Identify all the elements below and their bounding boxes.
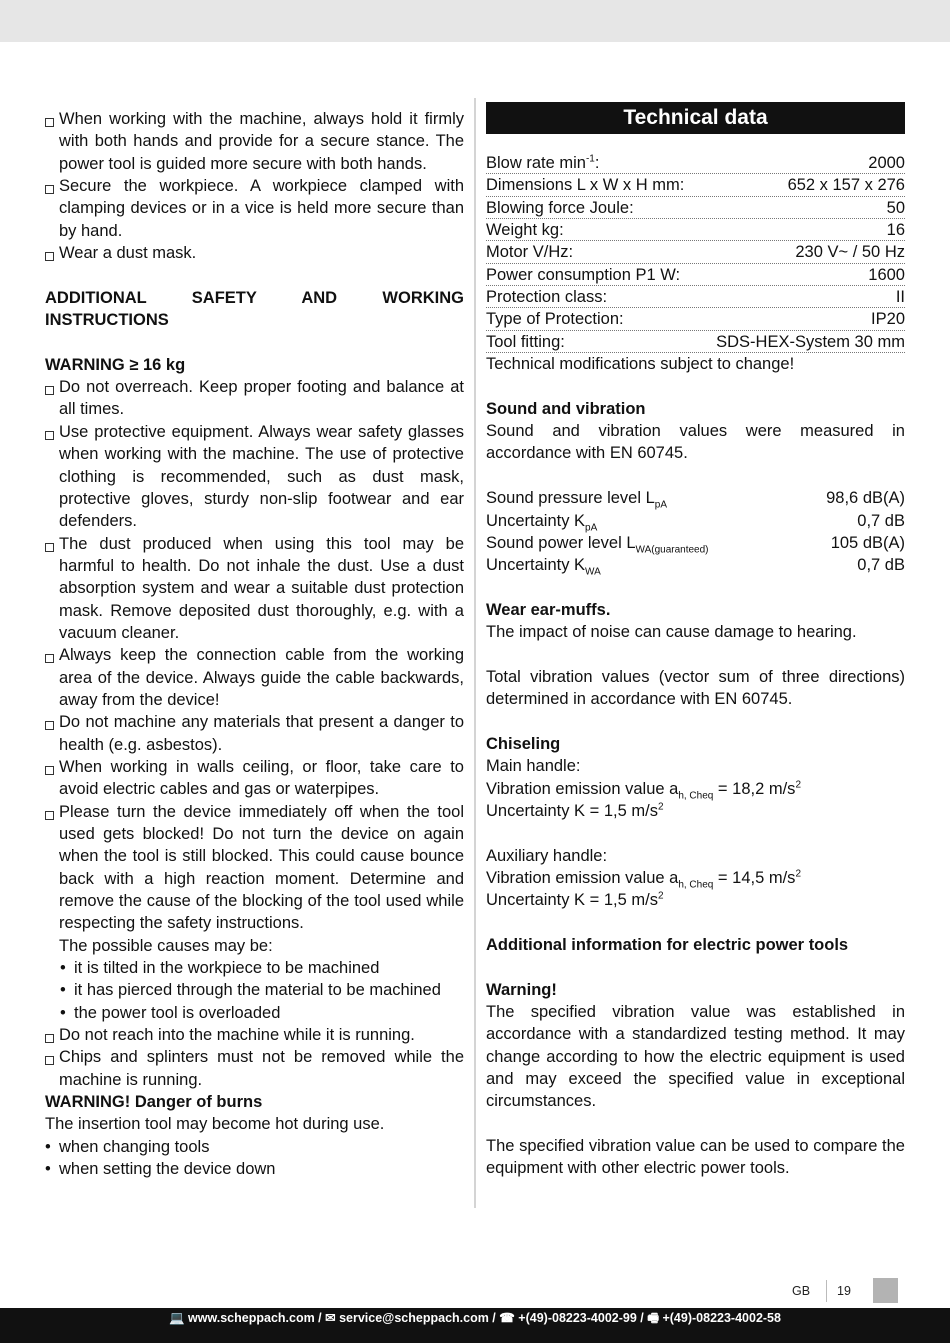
sound-value: 0,7 dB <box>857 511 905 530</box>
earmuffs-text: The impact of noise can cause damage to hearing. <box>486 623 857 642</box>
tech-row <box>486 219 905 241</box>
section-heading-warning-weight: WARNING ≥ 16 kg <box>45 355 186 374</box>
section-heading-additional-safety: ADDITIONAL SAFETY AND WORKING INSTRUCTIONS <box>45 288 464 330</box>
footer-separator <box>826 1280 827 1302</box>
warning-text: The specified vibration value was established in accordance with a standardized testing method. It may change according to how the electric equipment is used and may exceed the specified value in exceptional circumstances. <box>486 1003 905 1111</box>
sound-label: Uncertainty $K_{WA}$ <box>486 556 601 578</box>
cause-item: • it has pierced through the material to be machined <box>45 979 464 1001</box>
tech-row <box>486 197 905 219</box>
burns-item: • when changing tools <box>45 1136 464 1158</box>
sound-value: 105 dB(A) <box>830 533 905 552</box>
page-tab-marker <box>873 1278 898 1303</box>
left-column <box>45 108 464 1181</box>
tech-note: Technical modifications subject to change! <box>486 355 795 374</box>
tech-value: 652 x 157 x 276 <box>787 176 905 195</box>
list-item: Do not overreach. Keep proper footing and balance at all times. <box>45 376 464 421</box>
tech-label: Motor V/Hz: <box>486 243 574 262</box>
list-item: Use protective equipment. Always wear safety glasses when working with the machine. The use of protective clothing is recommended, such as dust mask, protective gloves, sturdy non-slip footwear and ear defenders. <box>45 421 464 533</box>
tech-value: IP20 <box>871 310 905 329</box>
right-column <box>486 102 905 1180</box>
sound-row <box>486 510 905 532</box>
aux-emission-value: Vibration emission value $a_{h, Cheq} = 14,5$ $m/s^2$ <box>486 868 801 891</box>
cause-item: • the power tool is overloaded <box>45 1002 464 1024</box>
section-heading-chiseling: Chiseling <box>486 734 561 753</box>
list-item: Always keep the connection cable from the working area of the device. Always guide the cable backwards, away from the device! <box>45 644 464 711</box>
tech-row <box>486 152 905 174</box>
sound-value: 98,6 dB(A) <box>826 489 905 508</box>
tech-label: Tool fitting: <box>486 332 565 351</box>
tech-row <box>486 174 905 196</box>
technical-data-title: Technical data <box>486 102 905 134</box>
tech-label: Blow rate $\min^{-1}$: <box>486 153 600 172</box>
section-heading-additional-info: Additional information for electric power tools <box>486 936 849 955</box>
tech-label: Dimensions L x W x H mm: <box>486 176 685 195</box>
sound-value: 0,7 dB <box>857 556 905 575</box>
main-handle-label: Main handle: <box>486 757 581 776</box>
list-item: Secure the workpiece. A workpiece clamped with clamping devices or in a vice is held more secure than by hand. <box>45 175 464 242</box>
list-item: Chips and splinters must not be removed while the machine is running. <box>45 1046 464 1091</box>
list-item: When working with the machine, always hold it firmly with both hands and provide for a secure stance. The power tool is guided more secure with both hands. <box>45 108 464 175</box>
sound-row <box>486 487 905 509</box>
tech-label: Type of Protection: <box>486 310 624 329</box>
aux-uncertainty: Uncertainty K = 1,5 $m/s^2$ <box>486 890 664 910</box>
tech-value: II <box>895 288 905 307</box>
contact-bar: 💻 www.scheppach.com / ✉ service@scheppach.com / ☎ +(49)-08223-4002-99 / 🖷 +(49)-08223-4002-58 <box>0 1308 950 1343</box>
list-item: Do not machine any materials that present a danger to health (e.g. asbestos). <box>45 711 464 756</box>
language-code: GB <box>792 1284 811 1298</box>
sound-row <box>486 532 905 554</box>
list-item: Wear a dust mask. <box>45 242 464 264</box>
list-item: When working in walls ceiling, or floor, take care to avoid electric cables and gas or waterpipes. <box>45 756 464 801</box>
tech-value: SDS-HEX-System 30 mm <box>716 332 905 351</box>
list-item: Do not reach into the machine while it is running. <box>45 1024 464 1046</box>
tech-value: 2000 <box>868 154 905 172</box>
vibration-text: Total vibration values (vector sum of three directions) determined in accordance with EN 60745. <box>486 667 905 709</box>
compare-text: The specified vibration value can be used to compare the equipment with other electric power tools. <box>486 1137 905 1178</box>
burns-item: • when setting the device down <box>45 1158 464 1180</box>
tech-value: 1600 <box>868 265 905 284</box>
main-uncertainty: Uncertainty K = 1,5 $m/s^2$ <box>486 801 664 820</box>
tech-label: Protection class: <box>486 288 608 307</box>
section-heading-sound: Sound and vibration <box>486 399 646 418</box>
tech-row <box>486 264 905 286</box>
main-emission-value: Vibration emission value $a_{h, Cheq} = 18,2$ $m/s^2$ <box>486 779 801 801</box>
list-item: Please turn the device immediately off when the tool used gets blocked! Do not turn the device on again when the tool is still blocked. This could cause bounce back with a high reaction moment. Determine and remove the cause of the blocking of the tool used while respecting the safety instructions. <box>45 801 464 935</box>
tech-value: 16 <box>886 221 905 240</box>
tech-value: 50 <box>886 198 905 217</box>
tech-row <box>486 241 905 263</box>
tech-row <box>486 308 905 330</box>
aux-handle-label: Auxiliary handle: <box>486 846 608 865</box>
tech-label: Blowing force Joule: <box>486 198 634 217</box>
top-banner <box>0 0 950 42</box>
column-divider <box>474 98 476 1208</box>
sound-text: Sound and vibration values were measured in accordance with EN 60745. <box>486 422 905 463</box>
list-item: The dust produced when using this tool may be harmful to health. Do not inhale the dust. Use a dust absorption system and wear a suitable dust protection mask. Remove deposited dust thoroughly, e.g. with a vacuum cleaner. <box>45 533 464 645</box>
section-heading-earmuffs: Wear ear-muffs. <box>486 600 611 619</box>
tech-row <box>486 331 905 353</box>
tech-value: 230 V~ / 50 Hz <box>795 243 905 262</box>
tech-label: Power consumption P1 W: <box>486 265 681 284</box>
section-heading-burns: WARNING! Danger of burns <box>45 1093 263 1112</box>
sound-label: Uncertainty $K_{pA}$ <box>486 511 598 533</box>
tech-label: Weight kg: <box>486 221 564 240</box>
sound-label: Sound power level $L_{WA(guaranteed)}$ <box>486 533 709 556</box>
possible-causes-intro: The possible causes may be: <box>59 936 273 955</box>
cause-item: • it is tilted in the workpiece to be machined <box>45 957 464 979</box>
sound-row <box>486 554 905 576</box>
sound-label: Sound pressure level $L_{pA}$ <box>486 489 668 511</box>
burns-text: The insertion tool may become hot during use. <box>45 1115 385 1134</box>
page-number: 19 <box>837 1284 851 1298</box>
tech-row <box>486 286 905 308</box>
section-heading-warning: Warning! <box>486 980 557 999</box>
